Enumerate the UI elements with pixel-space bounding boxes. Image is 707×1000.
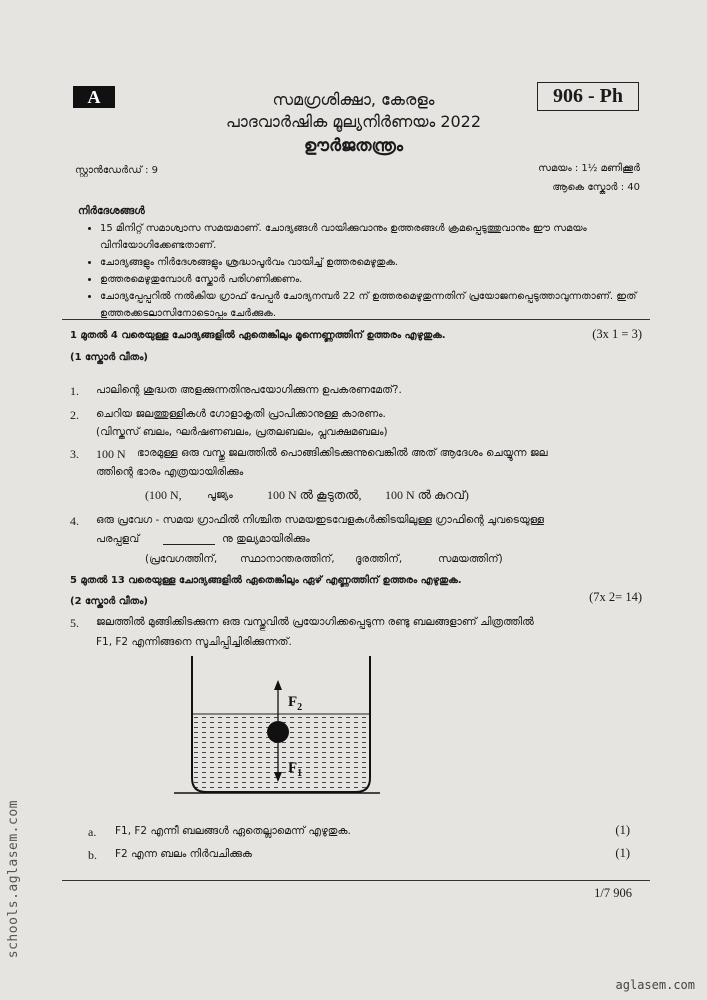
ball [267, 721, 289, 743]
q5a-label: a. [88, 825, 97, 839]
section2-sub: (2 സ്കോർ വീതം) [70, 596, 148, 607]
set-label: A [73, 86, 115, 108]
q4-option-1: (പ്രവേഗത്തിന്, [145, 553, 218, 565]
instructions-list [78, 220, 680, 322]
divider [62, 319, 650, 320]
q1-number: 1. [70, 384, 79, 398]
exam-title: പാദവാർഷിക മൂല്യനിർണയം 2022 [225, 112, 482, 131]
q4-number: 4. [70, 514, 79, 528]
section2-heading: 5 മുതൽ 13 വരെയുള്ള ചോദ്യങ്ങളിൽ ഏതെങ്കിലും ഏഴ് എണ്ണത്തിന് ഉത്തരം എഴുതുക. [70, 575, 462, 586]
q3-number: 3. [70, 447, 79, 461]
f2-label: $F_2$ [288, 694, 303, 713]
q4-blank [163, 544, 215, 545]
q3-option-2: പൂജ്യം [207, 489, 233, 501]
q1-text: പാലിന്റെ ശുദ്ധത അളക്കുന്നതിനുപയോഗിക്കുന്ന ഉപകരണമേത്?. [96, 384, 402, 396]
section1-marks: (3x 1 = 3) [592, 327, 642, 341]
instruction-item: • 15 മിനിറ്റ് സമാശ്വാസ സമയമാണ്. ചോദ്യങ്ങൾ വായിക്കുവാനും ഉത്തരങ്ങൾ ക്രമപ്പെടുത്തുവാനും ഈ സമയം വിനിയോഗിക്കേണ്ടതാണ്. [100, 220, 680, 254]
q5b-text: F2 എന്ന ബലം നിർവചിക്കുക [115, 848, 252, 860]
watermark-text: schools.aglasem.com [6, 800, 21, 959]
q2-text: ചെറിയ ജലത്തുള്ളികൾ ഗോളാകൃതി പ്രാപിക്കാനുള്ള കാരണം. [96, 408, 386, 420]
q5a-marks: (1) [615, 823, 630, 837]
q4-option-2: സ്ഥാനാന്തരത്തിന്, [240, 553, 335, 565]
subject-title: ഊർജതന്ത്രം [304, 136, 403, 156]
force-up-arrowhead [274, 680, 282, 690]
footer-site: aglasem.com [615, 978, 695, 992]
section2-marks: (7x 2= 14) [589, 590, 642, 604]
section1-sub: (1 സ്കോർ വീതം) [70, 352, 148, 363]
instructions-title: നിർദേശങ്ങൾ [78, 205, 145, 217]
q5-text-line1: ജലത്തിൽ മുങ്ങിക്കിടക്കുന്ന ഒരു വസ്തുവിൽ പ്രയോഗിക്കപ്പെടുന്ന രണ്ടു ബലങ്ങളാണ് ചിത്രത്തിൽ [96, 616, 534, 628]
instruction-item: • ഉത്തരമെഴുതുമ്പോൾ സ്കോർ പരിഗണിക്കണം. [100, 271, 680, 288]
f1-label: $F_1$ [288, 760, 303, 779]
q3-text-line1: ഭാരമുള്ള ഒരു വസ്തു ജലത്തിൽ പൊങ്ങിക്കിടക്കുന്നുവെങ്കിൽ അത് ആദേശം ചെയ്യുന്ന ജല [137, 447, 548, 459]
q4-text-line2-b: നു തുല്യമായിരിക്കും [222, 533, 310, 545]
q5-number: 5. [70, 616, 79, 630]
paper-code: 906 - Ph [537, 82, 639, 111]
q4-option-3: ദൂരത്തിന്, [355, 553, 403, 565]
standard: സ്റ്റാൻഡേർഡ് : 9 [75, 165, 158, 176]
page-number: 1/7 906 [594, 886, 632, 900]
q5a-text: F1, F2 എന്നീ ബലങ്ങൾ ഏതെല്ലാമെന്ന് എഴുതുക. [115, 825, 351, 837]
org-title: സമഗ്രശിക്ഷാ, കേരളം [272, 90, 435, 109]
q5b-marks: (1) [615, 846, 630, 860]
footer-divider [62, 880, 650, 881]
q3-option-1: (100 N, [145, 488, 182, 502]
immersed-object-diagram [170, 650, 390, 800]
instruction-item: • ചോദ്യപ്പേപ്പറിൽ നൽകിയ ഗ്രാഫ് പേപ്പർ ചോദ്യനമ്പർ 22 ന് ഉത്തരമെഴുതുന്നതിന് പ്രയോജനപ്പെടുത്താവുന്നതാണ്. ഇത് ഉത്തരക്കടലാസിനോടൊപ്പം ചേർക്കുക. [100, 288, 680, 322]
q3-text-line2: ത്തിന്റെ ഭാരം എത്രയായിരിക്കും [96, 466, 244, 478]
q3-option-3: 100 N ൽ കൂടുതൽ, [267, 488, 362, 502]
total-score: ആകെ സ്കോർ : 40 [552, 182, 640, 193]
q5b-label: b. [88, 848, 97, 862]
q4-text-line1: ഒരു പ്രവേഗ - സമയ ഗ്രാഫിൽ നിശ്ചിത സമയഇടവേളകൾക്കിടയിലുള്ള ഗ്രാഫിന്റെ ചുവടെയുള്ള [96, 514, 545, 526]
q3-option-4: 100 N ൽ കുറവ്) [385, 488, 469, 502]
time: സമയം : 1½ മണിക്കൂർ [538, 163, 640, 174]
instruction-item: • ചോദ്യങ്ങളും നിർദേശങ്ങളും ശ്രദ്ധാപൂർവം വായിച്ച് ഉത്തരമെഴുതുക. [100, 254, 680, 271]
q2-number: 2. [70, 408, 79, 422]
q2-options: (വിസ്കസ് ബലം, ഘർഷണബലം, പ്രതലബലം, പ്ലവക്ഷമബലം) [96, 426, 388, 438]
q3-value: 100 N [96, 447, 126, 461]
q5-text-line2: F1, F2 എന്നിങ്ങനെ സൂചിപ്പിച്ചിരിക്കുന്നത്. [96, 636, 292, 648]
section1-heading: 1 മുതൽ 4 വരെയുള്ള ചോദ്യങ്ങളിൽ ഏതെങ്കിലും മൂന്നെണ്ണത്തിന് ഉത്തരം എഴുതുക. [70, 330, 446, 341]
q4-text-line2-a: പരപ്പളവ് [96, 533, 140, 545]
q4-option-4: സമയത്തിന്) [438, 553, 503, 565]
